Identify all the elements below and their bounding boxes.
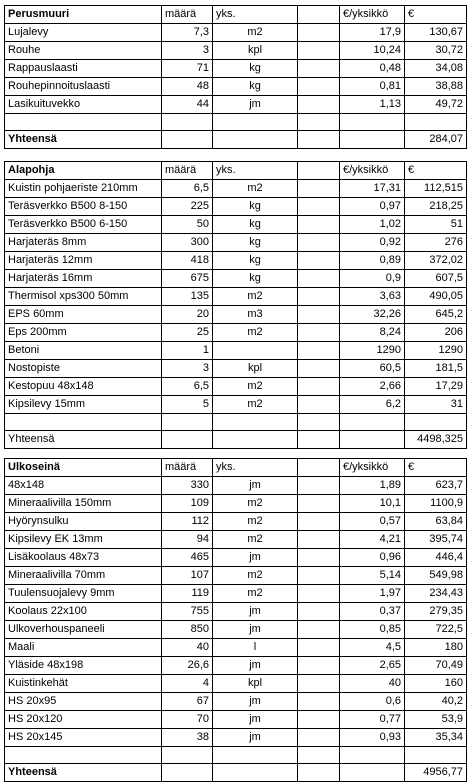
total-row (5, 131, 467, 149)
table-row (5, 495, 467, 513)
table-row (5, 657, 467, 675)
item-price: 1,13 (340, 96, 405, 114)
item-price: 40 (340, 675, 405, 693)
empty-cell (298, 621, 340, 639)
item-qty: 94 (162, 531, 213, 549)
item-total: 1100,9 (405, 495, 467, 513)
item-unit: m2 (213, 378, 298, 396)
header-qty: määrä (162, 459, 213, 477)
item-unit: jm (213, 96, 298, 114)
section-alapohja (4, 161, 466, 449)
table-row (5, 378, 467, 396)
item-total: 17,29 (405, 378, 467, 396)
header-unit: yks. (213, 459, 298, 477)
item-name: Lasikuituvekko (5, 96, 162, 114)
item-qty: 71 (162, 60, 213, 78)
empty-cell (298, 711, 340, 729)
item-unit: m2 (213, 585, 298, 603)
item-name: EPS 60mm (5, 306, 162, 324)
section-title: Ulkoseinä (5, 459, 162, 477)
item-total: 234,43 (405, 585, 467, 603)
header-qty: määrä (162, 6, 213, 24)
item-total: 70,49 (405, 657, 467, 675)
item-total: 51 (405, 216, 467, 234)
total-row (5, 431, 467, 449)
item-name: Tuulensuojalevy 9mm (5, 585, 162, 603)
item-total: 372,02 (405, 252, 467, 270)
item-qty: 38 (162, 729, 213, 747)
item-price: 0,97 (340, 198, 405, 216)
item-qty: 7,3 (162, 24, 213, 42)
table-row (5, 711, 467, 729)
item-unit: kpl (213, 42, 298, 60)
item-name: Lujalevy (5, 24, 162, 42)
header-price: €/yksikkö (340, 459, 405, 477)
empty-cell (298, 78, 340, 96)
item-unit: kg (213, 216, 298, 234)
table-perusmuuri (4, 5, 467, 149)
item-unit: kg (213, 270, 298, 288)
item-unit: l (213, 639, 298, 657)
empty-cell (298, 270, 340, 288)
item-total: 623,7 (405, 477, 467, 495)
header-unit: yks. (213, 6, 298, 24)
item-name: Mineraalivilla 150mm (5, 495, 162, 513)
table-row (5, 270, 467, 288)
item-total: 38,88 (405, 78, 467, 96)
item-price: 0,48 (340, 60, 405, 78)
header-row (5, 6, 467, 24)
item-price: 4,21 (340, 531, 405, 549)
table-row (5, 288, 467, 306)
item-price: 0,9 (340, 270, 405, 288)
table-row (5, 78, 467, 96)
table-row (5, 306, 467, 324)
item-qty: 3 (162, 42, 213, 60)
item-unit: m2 (213, 324, 298, 342)
item-price: 10,1 (340, 495, 405, 513)
item-unit: kpl (213, 675, 298, 693)
item-qty: 465 (162, 549, 213, 567)
item-price: 5,14 (340, 567, 405, 585)
item-total: 30,72 (405, 42, 467, 60)
item-total: 130,67 (405, 24, 467, 42)
item-qty: 850 (162, 621, 213, 639)
item-total: 112,515 (405, 180, 467, 198)
empty-cell (298, 360, 340, 378)
item-unit: m2 (213, 495, 298, 513)
table-row (5, 216, 467, 234)
empty-cell (298, 306, 340, 324)
empty-cell (298, 639, 340, 657)
table-row (5, 198, 467, 216)
section-perusmuuri (4, 5, 466, 149)
item-qty: 26,6 (162, 657, 213, 675)
item-total: 160 (405, 675, 467, 693)
empty-cell (298, 603, 340, 621)
item-unit: m2 (213, 513, 298, 531)
item-name: Harjateräs 16mm (5, 270, 162, 288)
table-row (5, 42, 467, 60)
empty-cell (298, 324, 340, 342)
spacer-row (5, 747, 467, 764)
table-ulkoseina (4, 458, 467, 782)
empty-cell (298, 60, 340, 78)
item-unit: m2 (213, 180, 298, 198)
item-qty: 6,5 (162, 180, 213, 198)
item-qty: 135 (162, 288, 213, 306)
empty-cell (298, 675, 340, 693)
item-name: Kipsilevy 15mm (5, 396, 162, 414)
item-price: 0,85 (340, 621, 405, 639)
item-name: HS 20x145 (5, 729, 162, 747)
item-price: 1290 (340, 342, 405, 360)
item-unit: kg (213, 198, 298, 216)
item-price: 0,92 (340, 234, 405, 252)
item-total: 549,98 (405, 567, 467, 585)
item-unit: kg (213, 60, 298, 78)
section-title: Alapohja (5, 162, 162, 180)
item-qty: 4 (162, 675, 213, 693)
table-row (5, 729, 467, 747)
item-total: 206 (405, 324, 467, 342)
item-total: 63,84 (405, 513, 467, 531)
item-price: 0,57 (340, 513, 405, 531)
table-row (5, 675, 467, 693)
item-price: 1,97 (340, 585, 405, 603)
item-price: 0,93 (340, 729, 405, 747)
empty-cell (298, 657, 340, 675)
item-total: 446,4 (405, 549, 467, 567)
empty-cell (298, 396, 340, 414)
item-qty: 67 (162, 693, 213, 711)
spacer-row (5, 114, 467, 131)
item-price: 8,24 (340, 324, 405, 342)
item-price: 2,65 (340, 657, 405, 675)
item-qty: 755 (162, 603, 213, 621)
rows-perusmuuri (5, 24, 467, 114)
item-unit: jm (213, 621, 298, 639)
rows-ulkoseina (5, 477, 467, 747)
item-total: 35,34 (405, 729, 467, 747)
item-name: Teräsverkko B500 6-150 (5, 216, 162, 234)
item-total: 276 (405, 234, 467, 252)
item-name: HS 20x95 (5, 693, 162, 711)
item-name: Yläside 48x198 (5, 657, 162, 675)
section-title: Perusmuuri (5, 6, 162, 24)
item-unit: kg (213, 252, 298, 270)
item-qty: 107 (162, 567, 213, 585)
item-qty: 1 (162, 342, 213, 360)
item-unit: m2 (213, 531, 298, 549)
item-total: 53,9 (405, 711, 467, 729)
item-total: 31 (405, 396, 467, 414)
item-qty: 6,5 (162, 378, 213, 396)
table-row (5, 234, 467, 252)
item-qty: 300 (162, 234, 213, 252)
empty-cell (298, 96, 340, 114)
item-name: Hyörynsulku (5, 513, 162, 531)
table-alapohja (4, 161, 467, 449)
item-unit: jm (213, 711, 298, 729)
item-qty: 50 (162, 216, 213, 234)
item-price: 4,5 (340, 639, 405, 657)
item-name: Rappauslaasti (5, 60, 162, 78)
item-name: Thermisol xps300 50mm (5, 288, 162, 306)
item-price: 32,26 (340, 306, 405, 324)
empty-cell (298, 252, 340, 270)
item-price: 3,63 (340, 288, 405, 306)
item-total: 395,74 (405, 531, 467, 549)
header-row (5, 162, 467, 180)
empty-cell (298, 477, 340, 495)
item-price: 1,89 (340, 477, 405, 495)
header-unit: yks. (213, 162, 298, 180)
item-total: 607,5 (405, 270, 467, 288)
item-qty: 112 (162, 513, 213, 531)
table-row (5, 531, 467, 549)
item-unit: m2 (213, 567, 298, 585)
empty-cell (298, 513, 340, 531)
item-qty: 418 (162, 252, 213, 270)
header-total: € (405, 459, 467, 477)
item-unit: jm (213, 603, 298, 621)
item-unit: jm (213, 693, 298, 711)
item-name: Koolaus 22x100 (5, 603, 162, 621)
table-row (5, 324, 467, 342)
rows-alapohja (5, 180, 467, 414)
item-name: Rouhe (5, 42, 162, 60)
item-unit: jm (213, 477, 298, 495)
table-row (5, 96, 467, 114)
item-price: 0,6 (340, 693, 405, 711)
item-price: 60,5 (340, 360, 405, 378)
section-ulkoseina (4, 458, 466, 782)
item-price: 0,37 (340, 603, 405, 621)
item-unit: m2 (213, 396, 298, 414)
table-row (5, 252, 467, 270)
item-price: 0,96 (340, 549, 405, 567)
table-row (5, 396, 467, 414)
header-total: € (405, 162, 467, 180)
item-price: 0,81 (340, 78, 405, 96)
header-qty: määrä (162, 162, 213, 180)
header-price: €/yksikkö (340, 162, 405, 180)
item-qty: 44 (162, 96, 213, 114)
empty-cell (298, 585, 340, 603)
item-total: 180 (405, 639, 467, 657)
empty-cell (298, 729, 340, 747)
empty-cell (298, 495, 340, 513)
item-total: 1290 (405, 342, 467, 360)
table-row (5, 60, 467, 78)
item-qty: 119 (162, 585, 213, 603)
empty-cell (298, 162, 340, 180)
item-qty: 25 (162, 324, 213, 342)
empty-cell (298, 216, 340, 234)
header-price: €/yksikkö (340, 6, 405, 24)
total-value: 284,07 (405, 131, 467, 149)
empty-cell (298, 567, 340, 585)
item-unit: jm (213, 729, 298, 747)
empty-cell (298, 549, 340, 567)
item-qty: 225 (162, 198, 213, 216)
item-qty: 109 (162, 495, 213, 513)
empty-cell (298, 42, 340, 60)
item-name: Betoni (5, 342, 162, 360)
item-name: Kuistin pohjaeriste 210mm (5, 180, 162, 198)
item-price: 17,31 (340, 180, 405, 198)
table-row (5, 360, 467, 378)
item-price: 6,2 (340, 396, 405, 414)
item-name: Ulkoverhouspaneeli (5, 621, 162, 639)
item-price: 2,66 (340, 378, 405, 396)
item-price: 17,9 (340, 24, 405, 42)
item-total: 218,25 (405, 198, 467, 216)
item-total: 49,72 (405, 96, 467, 114)
item-unit: kg (213, 234, 298, 252)
item-total: 279,35 (405, 603, 467, 621)
item-unit: jm (213, 549, 298, 567)
empty-cell (298, 198, 340, 216)
item-unit: kpl (213, 360, 298, 378)
empty-cell (298, 180, 340, 198)
empty-cell (298, 378, 340, 396)
table-row (5, 621, 467, 639)
item-total: 34,08 (405, 60, 467, 78)
total-label: Yhteensä (5, 431, 162, 449)
item-price: 1,02 (340, 216, 405, 234)
item-name: Rouhepinnoituslaasti (5, 78, 162, 96)
total-label: Yhteensä (5, 764, 162, 782)
empty-cell (298, 288, 340, 306)
item-total: 490,05 (405, 288, 467, 306)
item-name: Lisäkoolaus 48x73 (5, 549, 162, 567)
spacer-row (5, 414, 467, 431)
item-name: Teräsverkko B500 8-150 (5, 198, 162, 216)
table-row (5, 24, 467, 42)
item-name: Harjateräs 12mm (5, 252, 162, 270)
table-row (5, 549, 467, 567)
item-qty: 3 (162, 360, 213, 378)
item-name: Kestopuu 48x148 (5, 378, 162, 396)
item-price: 0,89 (340, 252, 405, 270)
item-name: HS 20x120 (5, 711, 162, 729)
table-row (5, 567, 467, 585)
item-total: 40,2 (405, 693, 467, 711)
item-name: Eps 200mm (5, 324, 162, 342)
total-row (5, 764, 467, 782)
item-qty: 20 (162, 306, 213, 324)
item-unit (213, 342, 298, 360)
total-value: 4498,325 (405, 431, 467, 449)
item-unit: jm (213, 657, 298, 675)
table-row (5, 180, 467, 198)
item-name: Harjateräs 8mm (5, 234, 162, 252)
item-total: 181,5 (405, 360, 467, 378)
item-qty: 70 (162, 711, 213, 729)
table-row (5, 639, 467, 657)
item-name: 48x148 (5, 477, 162, 495)
table-row (5, 513, 467, 531)
empty-cell (298, 234, 340, 252)
item-unit: m2 (213, 288, 298, 306)
table-row (5, 477, 467, 495)
empty-cell (298, 6, 340, 24)
item-name: Kuistinkehät (5, 675, 162, 693)
item-qty: 330 (162, 477, 213, 495)
table-row (5, 342, 467, 360)
item-name: Kipsilevy EK 13mm (5, 531, 162, 549)
item-qty: 5 (162, 396, 213, 414)
item-price: 10,24 (340, 42, 405, 60)
table-row (5, 585, 467, 603)
item-name: Maali (5, 639, 162, 657)
item-unit: m2 (213, 24, 298, 42)
empty-cell (298, 531, 340, 549)
item-name: Mineraalivilla 70mm (5, 567, 162, 585)
table-row (5, 603, 467, 621)
item-qty: 48 (162, 78, 213, 96)
item-total: 722,5 (405, 621, 467, 639)
item-price: 0,77 (340, 711, 405, 729)
item-name: Nostopiste (5, 360, 162, 378)
table-row (5, 693, 467, 711)
item-unit: kg (213, 78, 298, 96)
item-qty: 40 (162, 639, 213, 657)
empty-cell (298, 24, 340, 42)
empty-cell (298, 342, 340, 360)
total-label: Yhteensä (5, 131, 162, 149)
header-row (5, 459, 467, 477)
empty-cell (298, 459, 340, 477)
total-value: 4956,77 (405, 764, 467, 782)
empty-cell (298, 693, 340, 711)
item-total: 645,2 (405, 306, 467, 324)
item-qty: 675 (162, 270, 213, 288)
item-unit: m3 (213, 306, 298, 324)
header-total: € (405, 6, 467, 24)
